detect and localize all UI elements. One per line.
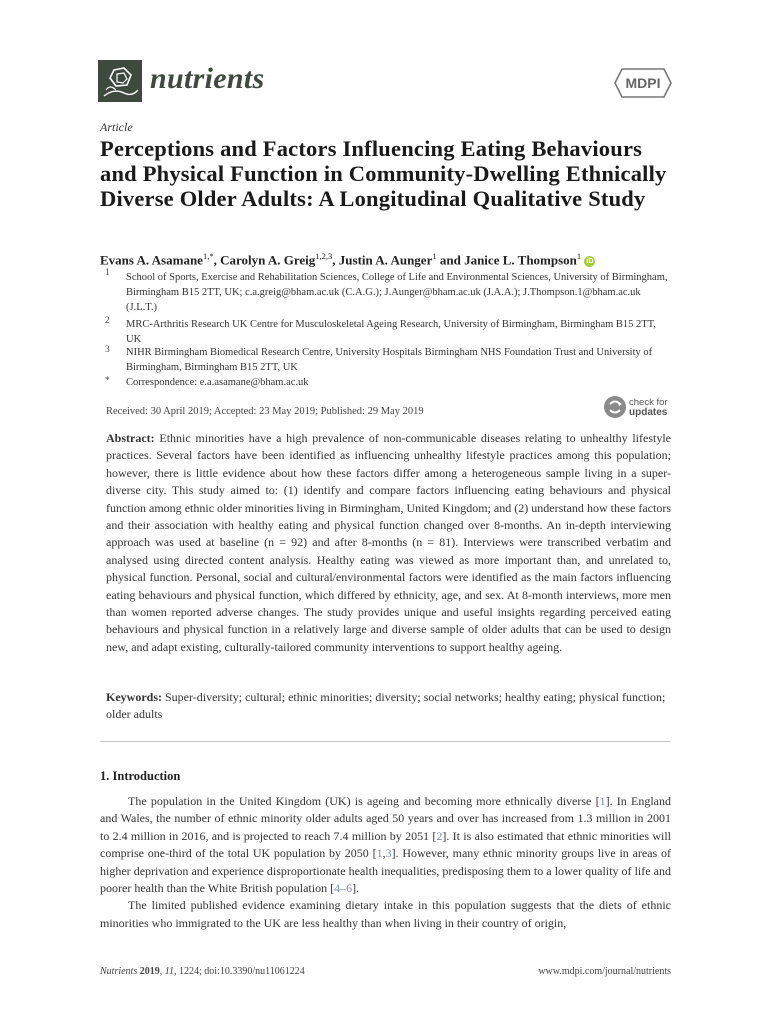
check-updates-label: check for bbox=[629, 397, 668, 408]
author-affiliation-mark: 1 bbox=[432, 251, 437, 261]
journal-logo-icon bbox=[98, 60, 142, 102]
author-name[interactable]: Carolyn A. Greig bbox=[220, 252, 316, 268]
citation-link[interactable]: 4–6 bbox=[334, 881, 353, 896]
citation-link[interactable]: 3 bbox=[385, 846, 392, 861]
author-separator: , bbox=[332, 252, 339, 268]
abstract bbox=[106, 430, 671, 656]
citation-link[interactable]: 2 bbox=[436, 828, 443, 843]
footer-citation: Nutrients 2019, 11, 1224; doi:10.3390/nu11061224 bbox=[100, 966, 305, 977]
affiliation-text: Correspondence: e.a.asamane@bham.ac.uk bbox=[126, 377, 309, 388]
body-text-run: , bbox=[382, 846, 386, 861]
article-type: Article bbox=[100, 120, 133, 134]
author-separator: and bbox=[436, 252, 465, 268]
author-affiliation-mark: 1,* bbox=[202, 251, 214, 261]
abstract-text: Ethnic minorities have a high prevalence of non-communicable diseases relating to unhealthy lifestyle practices. Several factors have been identified as influencing unhealthy lifestyle practices among this population; however, there is little evidence about how these factors differ among a heterogeneous sample living in a super-diverse city. This study aimed to: (1) identify and compare factors influencing eating behaviours and physical function among ethnic older minorities living in Birmingham, United Kingdom; and (2) understand how these factors and their association with healthy eating and physical function changed over 8-months. An in-depth interviewing approach was used at baseline (n = 92) and after 8-months (n = 81). Interviews were transcribed verbatim and analysed using directed content analysis. Healthy eating was viewed as more important than, and unrelated to, physical function. Personal, social and cultural/environmental factors were identified as the main factors influencing eating behaviours and physical function, which differed by ethnicity, age, and sex. At 8-month interviews, more men than women reported adverse changes. The study provides unique and useful insights regarding perceived eating behaviours and physical function in a relatively large and diverse sample of older adults that can be used to design new, and adapt existing, culturally-tailored community interventions to support healthy ageing. bbox=[106, 431, 672, 654]
article-title: Perceptions and Factors Influencing Eating Behaviours and Physical Function in Community-Dwelling Ethnically Diverse Older Adults: A Longitudinal Qualitative Study bbox=[100, 136, 667, 211]
author-name[interactable]: Janice L. Thompson bbox=[464, 252, 577, 268]
publication-dates: Received: 30 April 2019; Accepted: 23 May 2019; Published: 29 May 2019 bbox=[106, 406, 424, 417]
section-divider bbox=[100, 741, 671, 742]
affiliation-text: School of Sports, Exercise and Rehabilitation Sciences, College of Life and Environmental Sciences, University of Birmingham, Birmingham B15 2TT, UK; c.a.greig@bham.ac.uk (C.A.G.); J.Aunger@bham.ac.uk (J.A.A.); J.Thompson.1@bham.ac.uk (J.L.T.) bbox=[126, 272, 668, 313]
affiliation-mark: 1 bbox=[105, 268, 110, 278]
body-text-run: ]. However, many ethnic minority groups live in areas of higher deprivation and experience disproportionate health inequalities, predisposing them to a lower quality of life and poorer health than the White British population [ bbox=[100, 846, 671, 896]
citation-link[interactable]: 1 bbox=[376, 846, 383, 861]
mdpi-logo-text: MDPI bbox=[625, 75, 661, 91]
mdpi-logo bbox=[614, 68, 672, 103]
affiliation-text: NIHR Birmingham Biomedical Research Centre, University Hospitals Birmingham NHS Foundation Trust and University of Birmingham, Birmingham B15 2TT, UK bbox=[126, 347, 653, 373]
affiliation-mark: 3 bbox=[105, 345, 110, 355]
author-separator: , bbox=[213, 252, 221, 268]
check-for-updates-button[interactable] bbox=[604, 396, 672, 420]
author-affiliation-mark: 1 bbox=[576, 251, 582, 261]
keywords bbox=[106, 689, 671, 724]
author-affiliation-mark: 1,2,3 bbox=[315, 251, 333, 261]
author-list bbox=[100, 251, 595, 268]
body-text-run: ]. In England and Wales, the number of ethnic minority older adults aged 50 years and over has increased from 1.3 million in 2001 to 2.4 million in 2016, and is projected to reach 7.4 million by 2051 [ bbox=[100, 794, 671, 843]
affiliation-mark: * bbox=[105, 376, 110, 386]
section-body bbox=[100, 793, 671, 932]
author-name[interactable]: Evans A. Asamane bbox=[100, 252, 203, 268]
body-paragraph bbox=[100, 897, 671, 932]
body-paragraph bbox=[100, 793, 671, 897]
body-text-run: The population in the United Kingdom (UK) is ageing and becoming more ethnically diverse [ bbox=[128, 794, 600, 808]
footer-url[interactable]: www.mdpi.com/journal/nutrients bbox=[538, 966, 671, 977]
keywords-text: Super-diversity; cultural; ethnic minorities; diversity; social networks; healthy eating; physical function; older adults bbox=[106, 690, 666, 722]
journal-name: nutrients bbox=[150, 62, 265, 95]
author-name[interactable]: Justin A. Aunger bbox=[338, 252, 433, 268]
section-heading: 1. Introduction bbox=[100, 769, 181, 783]
body-text-run: ]. bbox=[352, 881, 360, 896]
check-updates-icon bbox=[604, 396, 626, 418]
affiliation-mark: 2 bbox=[105, 316, 110, 326]
body-text-run: ]. It is also estimated that ethnic minorities will comprise one-third of the total UK population by 2050 [ bbox=[100, 828, 671, 861]
citation-link[interactable]: 1 bbox=[599, 794, 606, 808]
orcid-icon[interactable]: iD bbox=[586, 258, 594, 266]
body-text-run: The limited published evidence examining dietary intake in this population suggests that the diets of ethnic minorities who immigrated to the UK are less healthy than when living in their country of origin, bbox=[100, 898, 671, 930]
keywords-label: Keywords: bbox=[106, 690, 162, 704]
affiliation-text: MRC-Arthritis Research UK Centre for Musculoskeletal Ageing Research, University of Birmingham, Birmingham B15 2TT, UK bbox=[126, 319, 656, 345]
abstract-label: Abstract: bbox=[106, 431, 155, 445]
check-updates-label-strong: updates bbox=[629, 407, 668, 418]
